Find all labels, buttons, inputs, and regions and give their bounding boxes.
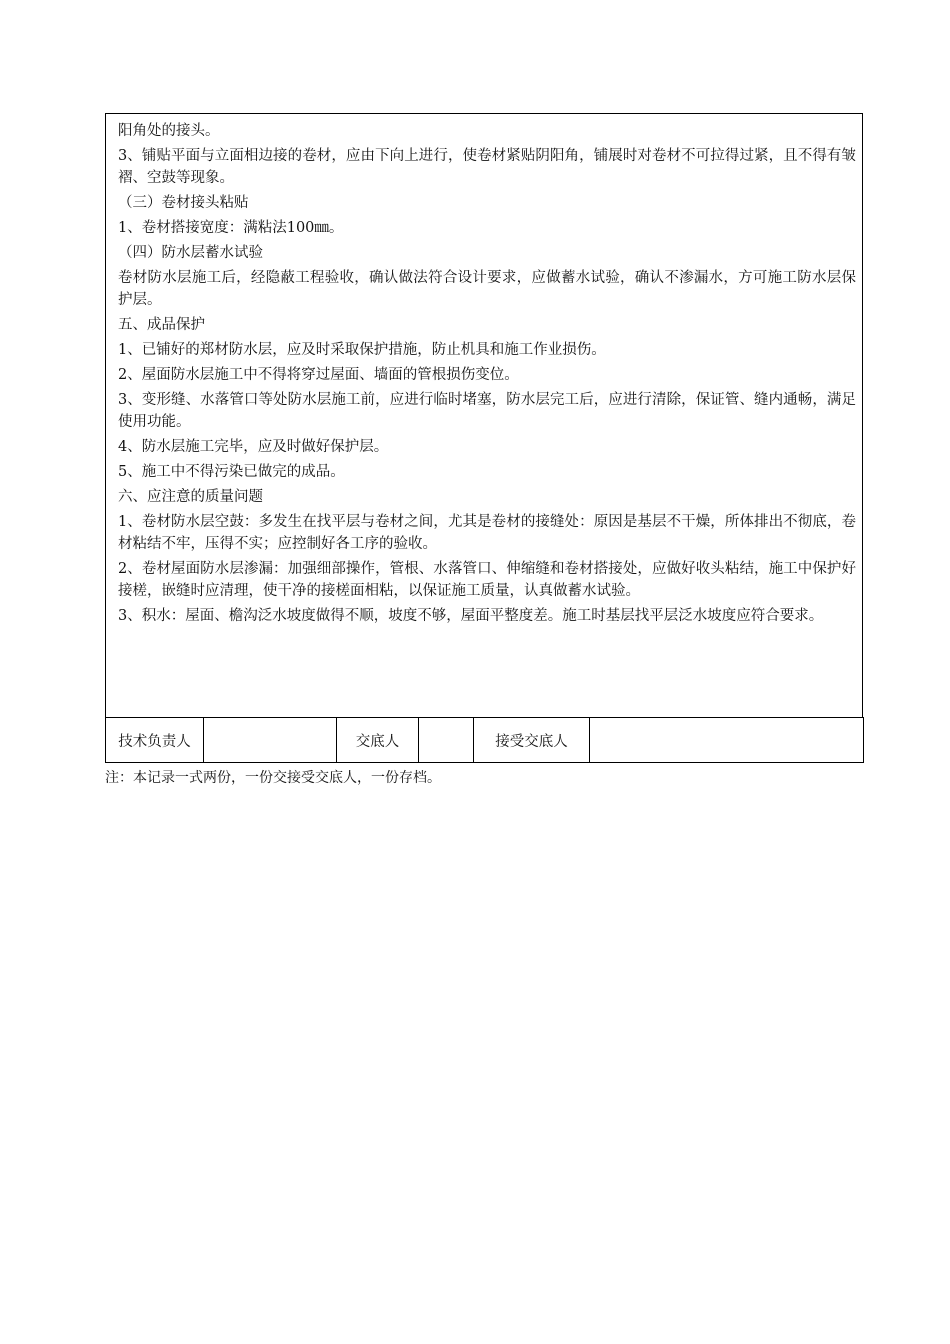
paragraph-3: （三）卷材接头粘贴	[118, 195, 249, 211]
paragraph-1: 阳角处的接头。	[118, 123, 220, 139]
paragraph-15: 2、卷材屋面防水层渗漏：加强细部操作，管根、水落管口、伸缩缝和卷材搭接处，应做好收头粘结，施工中保护好接槎，嵌缝时应清理，使干净的接槎面相粘，以保证施工质量，认真做蓄水试验。	[118, 561, 856, 599]
presenter-label: 交底人	[337, 718, 419, 763]
paragraph-14: 1、卷材防水层空鼓：多发生在找平层与卷材之间，尤其是卷材的接缝处：原因是基层不干燥，所体排出不彻底，卷材粘结不牢，压得不实；应控制好各工序的验收。	[118, 514, 856, 552]
paragraph-6: 卷材防水层施工后，经隐蔽工程验收，确认做法符合设计要求，应做蓄水试验，确认不渗漏水，方可施工防水层保护层。	[118, 270, 856, 308]
signature-row	[106, 718, 864, 763]
paragraph-5: （四）防水层蓄水试验	[118, 245, 263, 261]
tech-lead-signature-field[interactable]	[204, 718, 337, 763]
paragraph-7: 五、成品保护	[118, 317, 205, 333]
signature-table	[105, 717, 864, 763]
paragraph-13: 六、应注意的质量问题	[118, 489, 263, 505]
paragraph-9: 2、屋面防水层施工中不得将穿过屋面、墙面的管根损伤变位。	[118, 367, 519, 383]
tech-lead-label: 技术负责人	[106, 718, 204, 763]
paragraph-2: 3、铺贴平面与立面相边接的卷材，应由下向上进行，使卷材紧贴阴阳角，铺展时对卷材不可拉得过紧，且不得有皱褶、空鼓等现象。	[118, 148, 856, 186]
footnote: 注：本记录一式两份，一份交接受交底人，一份存档。	[105, 770, 441, 786]
disclosure-content-box	[105, 113, 863, 718]
paragraph-11: 4、防水层施工完毕，应及时做好保护层。	[118, 439, 389, 455]
paragraph-4: 1、卷材搭接宽度：满粘法100㎜。	[118, 220, 344, 236]
paragraph-10: 3、变形缝、水落管口等处防水层施工前，应进行临时堵塞，防水层完工后，应进行清除，保证管、缝内通畅，满足使用功能。	[118, 392, 856, 430]
paragraph-8: 1、已铺好的郑材防水层，应及时采取保护措施，防止机具和施工作业损伤。	[118, 342, 606, 358]
paragraph-16: 3、积水：屋面、檐沟泛水坡度做得不顺，坡度不够，屋面平整度差。施工时基层找平层泛水坡度应符合要求。	[118, 608, 824, 624]
presenter-signature-field[interactable]	[419, 718, 474, 763]
paragraph-12: 5、施工中不得污染已做完的成品。	[118, 464, 345, 480]
receiver-signature-field[interactable]	[590, 718, 864, 763]
receiver-label: 接受交底人	[474, 718, 590, 763]
